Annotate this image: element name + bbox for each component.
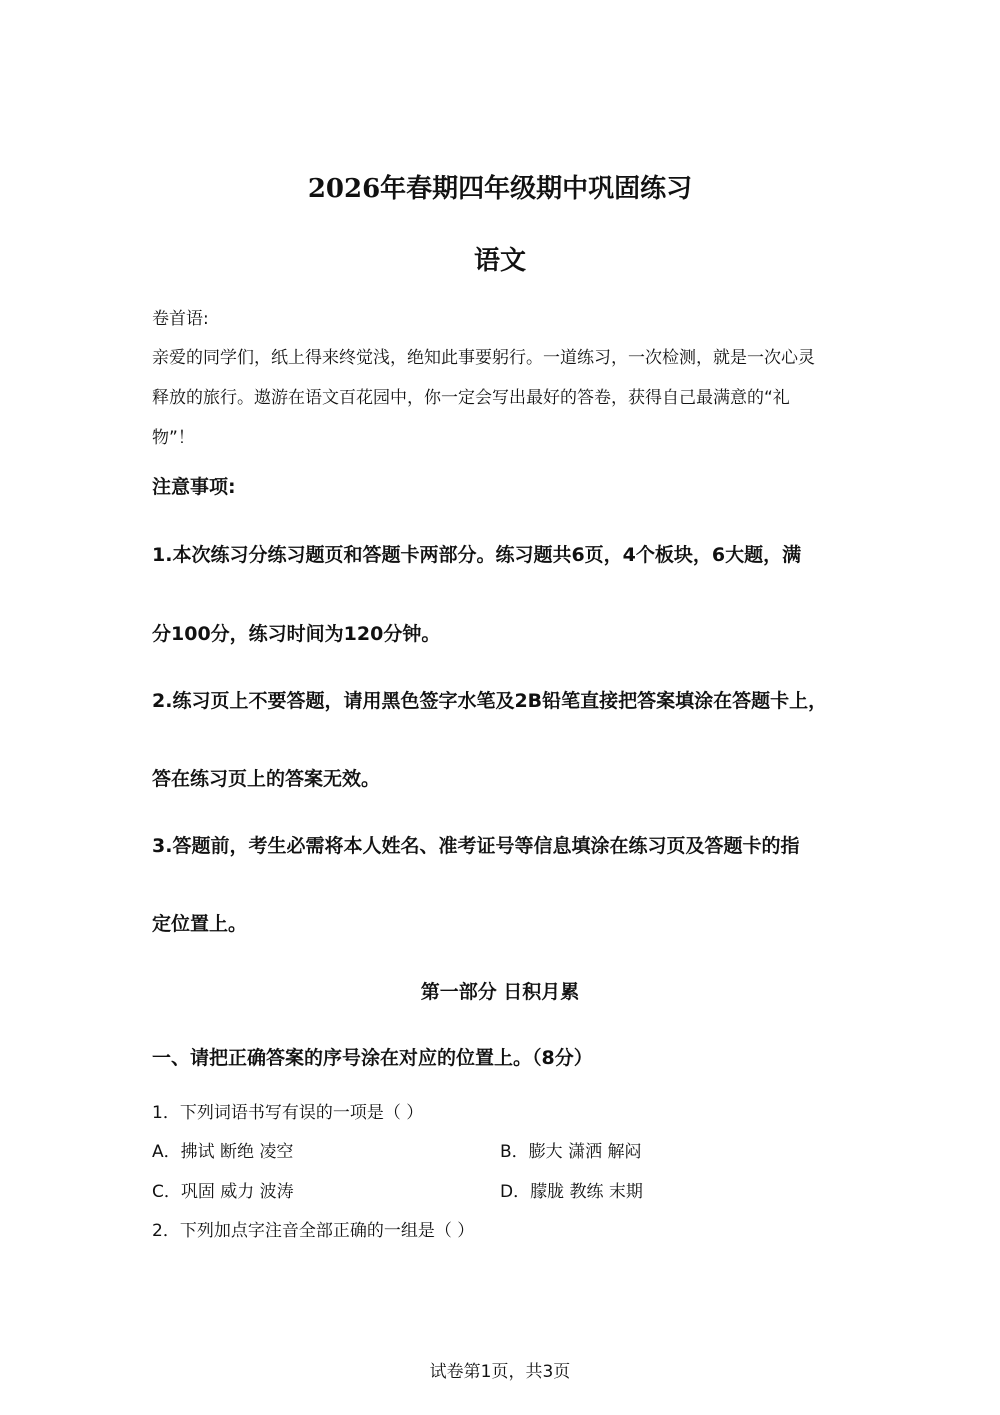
part-title: 第一部分 日积月累 <box>420 981 580 1003</box>
section-heading: 一、请把正确答案的序号涂在对应的位置上。（8分） <box>152 1047 593 1069</box>
preface-line: 释放的旅行。遨游在语文百花园中，你一定会写出最好的答卷，获得自己最满意的“礼 <box>152 388 790 408</box>
note-line: 2.练习页上不要答题，请用黑色签字水笔及2B铅笔直接把答案填涂在答题卡上， <box>152 690 828 712</box>
preface-label: 卷首语: <box>152 309 209 329</box>
question-1-option-b: B．膨大 潇洒 解闷 <box>500 1142 642 1162</box>
exam-title: 2026年春期四年级期中巩固练习 <box>307 174 693 204</box>
question-1-option-c: C．巩固 威力 波涛 <box>152 1182 294 1202</box>
page-footer: 试卷第1页，共3页 <box>429 1362 571 1382</box>
note-line: 定位置上。 <box>152 913 248 935</box>
question-1-option-d: D．朦胧 教练 末期 <box>500 1182 643 1202</box>
notes-heading: 注意事项: <box>152 476 236 498</box>
question-1-stem: 1．下列词语书写有误的一项是（ ） <box>152 1103 424 1123</box>
note-line: 3.答题前，考生必需将本人姓名、准考证号等信息填涂在练习页及答题卡的指 <box>152 835 800 857</box>
note-line: 答在练习页上的答案无效。 <box>152 768 381 790</box>
question-1-option-a: A．拂试 断绝 凌空 <box>152 1142 294 1162</box>
preface-line: 物”！ <box>152 428 195 448</box>
subject-title: 语文 <box>473 246 526 276</box>
note-line: 分100分，练习时间为120分钟。 <box>152 623 441 645</box>
question-2-stem: 2．下列加点字注音全部正确的一组是（ ） <box>152 1221 475 1241</box>
note-line: 1.本次练习分练习题页和答题卡两部分。练习题共6页，4个板块，6大题，满 <box>152 544 802 566</box>
preface-line: 亲爱的同学们，纸上得来终觉浅，绝知此事要躬行。一道练习，一次检测，就是一次心灵 <box>152 348 815 368</box>
